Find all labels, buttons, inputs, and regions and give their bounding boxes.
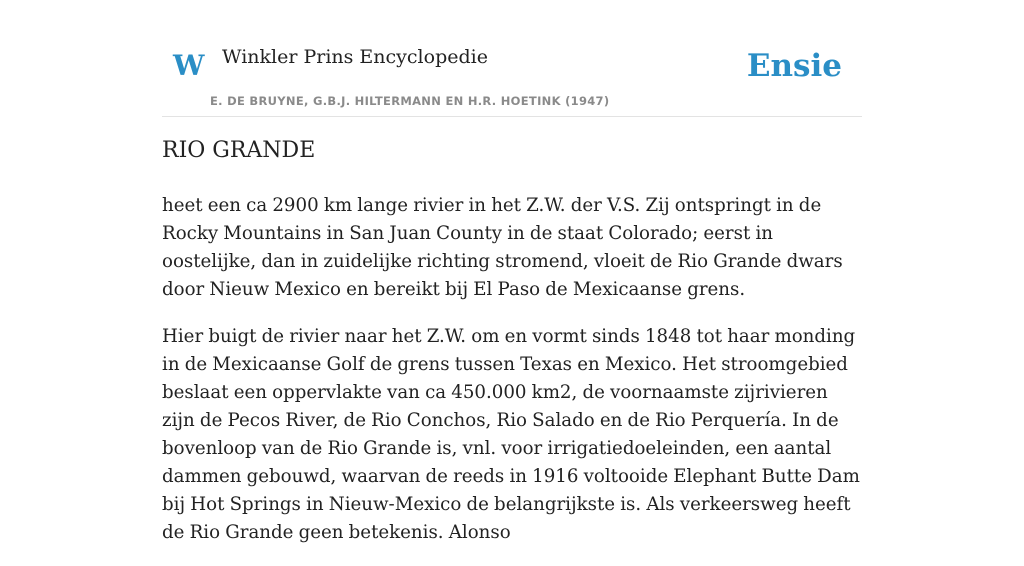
ensie-brand-link[interactable]: Ensie <box>746 48 842 84</box>
article-paragraph-1: heet een ca 2900 km lange rivier in het Z.W. der V.S. Zij ontspringt in de Rocky Mountains in San Juan County in de staat Colorado; eerst in oostelijke, dan in zuidelijke richting stromend, vloeit de Rio Grande dwars door Nieuw Mexico en bereikt bij El Paso de Mexicaanse grens. <box>162 195 843 300</box>
encyclopedia-authors: E. DE BRUYNE, G.B.J. HILTERMANN EN H.R. HOETINK (1947) <box>210 94 610 108</box>
article-title: RIO GRANDE <box>162 138 316 163</box>
article-body <box>162 192 862 566</box>
site-header <box>162 36 862 117</box>
winkler-prins-logo-icon[interactable]: W <box>173 49 205 82</box>
encyclopedia-title[interactable]: Winkler Prins Encyclopedie <box>222 46 488 68</box>
article-paragraph-2: Hier buigt de rivier naar het Z.W. om en vormt sinds 1848 tot haar monding in de Mexicaanse Golf de grens tussen Texas en Mexico. Het stroomgebied beslaat een oppervlakte van ca 450.000 km2, de voornaamste zijrivieren zijn de Pecos River, de Rio Conchos, Rio Salado en de Rio Perquería. In de bovenloop van de Rio Grande is, vnl. voor irrigatiedoeleinden, een aantal dammen gebouwd, waarvan de reeds in 1916 voltooide Elephant Butte Dam bij Hot Springs in Nieuw-Mexico de belangrijkste is. Als verkeersweg heeft de Rio Grande geen betekenis. Alonso <box>162 326 860 543</box>
